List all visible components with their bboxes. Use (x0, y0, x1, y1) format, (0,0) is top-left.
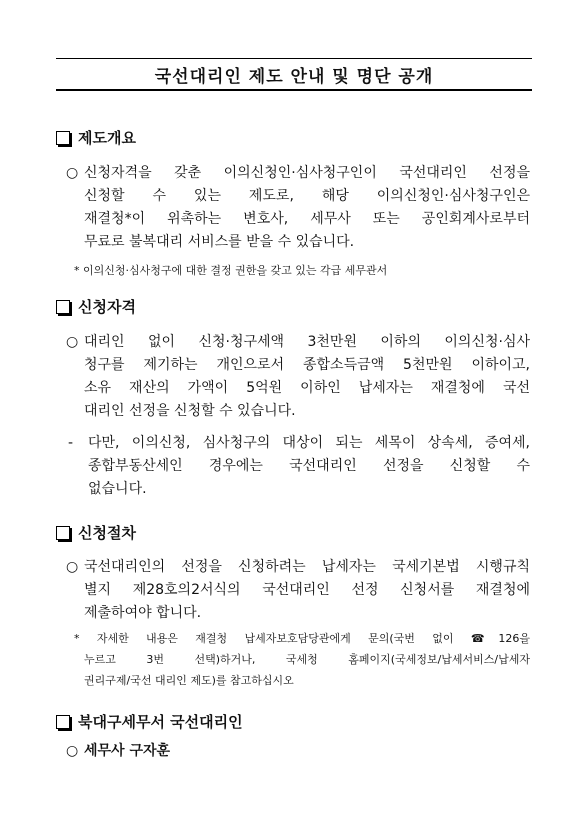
section-title: 신청절차 (78, 524, 136, 542)
paragraph-line: 없습니다. (88, 481, 147, 497)
footnote-line: 누르고 3번 선택)하거나, 국세청 홈페이지(국세정보/납세서비스/납세자 (84, 653, 530, 666)
paragraph-line: 별지 제28호의2서식의 국선대리인 선정 신청서를 재결청에 (84, 582, 530, 598)
paragraph-line: 청구를 제기하는 개인으로서 종합소득금액 5천만원 이하이고, (84, 357, 530, 373)
page-title: 국선대리인 제도 안내 및 명단 공개 (154, 66, 434, 87)
paragraph-line: 신청할 수 있는 제도로, 해당 이의신청인·심사청구인은 (84, 188, 530, 204)
attorney-name: 세무사 구자훈 (84, 743, 171, 759)
section-title: 신청자격 (78, 298, 136, 316)
footnote: * 이의신청·심사청구에 대한 결정 권한을 갖고 있는 각급 세무관서 (74, 264, 388, 277)
section-title: 북대구세무서 국선대리인 (78, 713, 243, 731)
footnote-line: 권리구제/국선 대리인 제도)를 참고하십시오 (84, 674, 294, 687)
paragraph-line: 국선대리인의 선정을 신청하려는 납세자는 국세기본법 시행규칙 (84, 559, 530, 575)
paragraph-line: 종합부동산세인 경우에는 국선대리인 선정을 신청할 수 (88, 458, 530, 474)
section-heading-eligibility (56, 296, 136, 317)
footnote-line: * 자세한 내용은 재결청 납세자보호담당관에게 문의(국번 없이 ☎126을 (74, 632, 530, 645)
paragraph-line: 무료로 불복대리 서비스를 받을 수 있습니다. (84, 234, 355, 250)
section-heading-overview (56, 127, 136, 148)
section-heading-office-attorney (56, 711, 243, 732)
checkbox-square-icon (56, 526, 70, 540)
paragraph-line: 제출하여야 합니다. (84, 605, 202, 621)
circle-bullet-icon: ○ (66, 559, 79, 575)
circle-bullet-icon: ○ (66, 743, 79, 759)
circle-bullet-icon: ○ (66, 334, 79, 350)
checkbox-square-icon (56, 131, 70, 145)
paragraph-line: 재결청*이 위촉하는 변호사, 세무사 또는 공인회계사로부터 (84, 211, 530, 227)
paragraph-line: 다만, 이의신청, 심사청구의 대상이 되는 세목이 상속세, 증여세, (88, 435, 530, 451)
section-title: 제도개요 (78, 129, 136, 147)
section-heading-procedure (56, 522, 136, 543)
title-bar (56, 58, 532, 91)
paragraph-line: 대리인 선정을 신청할 수 있습니다. (84, 403, 296, 419)
circle-bullet-icon: ○ (66, 165, 79, 181)
checkbox-square-icon (56, 300, 70, 314)
checkbox-square-icon (56, 715, 70, 729)
paragraph-line: 신청자격을 갖춘 이의신청인·심사청구인이 국선대리인 선정을 (84, 165, 530, 181)
dash-bullet: - (68, 435, 74, 451)
paragraph-line: 대리인 없이 신청·청구세액 3천만원 이하의 이의신청·심사 (84, 334, 530, 350)
paragraph-line: 소유 재산의 가액이 5억원 이하인 납세자는 재결청에 국선 (84, 380, 530, 396)
